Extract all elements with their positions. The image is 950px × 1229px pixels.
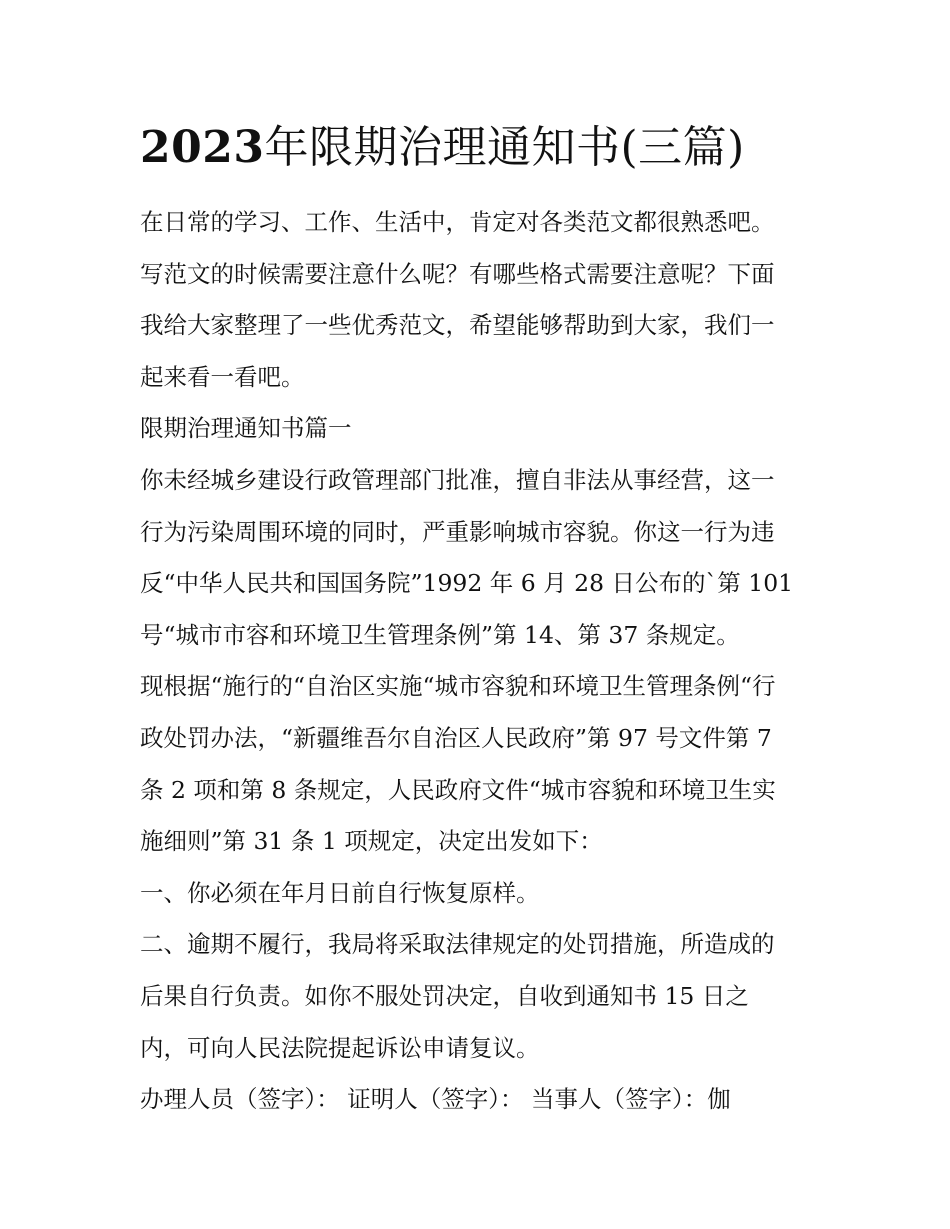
body-line-6: 政处罚办法，“新疆维吾尔自治区人民政府”第 97 号文件第 7 <box>140 723 772 752</box>
item-one: 一、你必须在年月日前自行恢复原样。 <box>140 878 540 907</box>
body-line-7: 条 2 项和第 8 条规定，人民政府文件“城市容貌和环境卫生实 <box>140 775 776 804</box>
body-line-4: 号“城市市容和环境卫生管理条例”第 14、第 37 条规定。 <box>140 620 740 649</box>
signature-line: 办理人员（签字）： 证明人（签字）： 当事人（签字）：伽 <box>140 1085 731 1114</box>
body-line-1: 你未经城乡建设行政管理部门批准，擅自非法从事经营，这一 <box>140 465 775 494</box>
body-line-2: 行为污染周围环境的同时，严重影响城市容貌。你这一行为违 <box>140 517 775 546</box>
intro-line-1: 在日常的学习、工作、生活中，肯定对各类范文都很熟悉吧。 <box>140 208 775 236</box>
intro-line-4: 起来看一看吧。 <box>140 362 305 391</box>
document-body <box>140 197 820 1126</box>
section-heading: 限期治理通知书篇一 <box>140 414 352 443</box>
item-two-line-3: 内，可向人民法院提起诉讼申请复议。 <box>140 1033 540 1062</box>
title-year: 2023 <box>140 122 265 173</box>
body-line-5: 现根据“施行的“自治区实施“城市容貌和环境卫生管理条例“行 <box>140 672 776 701</box>
intro-line-3: 我给大家整理了一些优秀范文，希望能够帮助到大家，我们一 <box>140 311 775 340</box>
item-two-line-1: 二、逾期不履行，我局将采取法律规定的处罚措施，所造成的 <box>140 930 775 959</box>
intro-line-2: 写范文的时候需要注意什么呢？有哪些格式需要注意呢？下面 <box>140 259 775 288</box>
document-title <box>140 112 860 184</box>
item-two-line-2: 后果自行负责。如你不服处罚决定，自收到通知书 15 日之 <box>140 981 749 1010</box>
title-text: 年限期治理通知书(三篇) <box>264 122 745 173</box>
body-line-3: 反“中华人民共和国国务院”1992 年 6 月 28 日公布的`第 101 <box>140 569 794 598</box>
body-line-8: 施细则”第 31 条 1 项规定，决定出发如下： <box>140 827 603 856</box>
